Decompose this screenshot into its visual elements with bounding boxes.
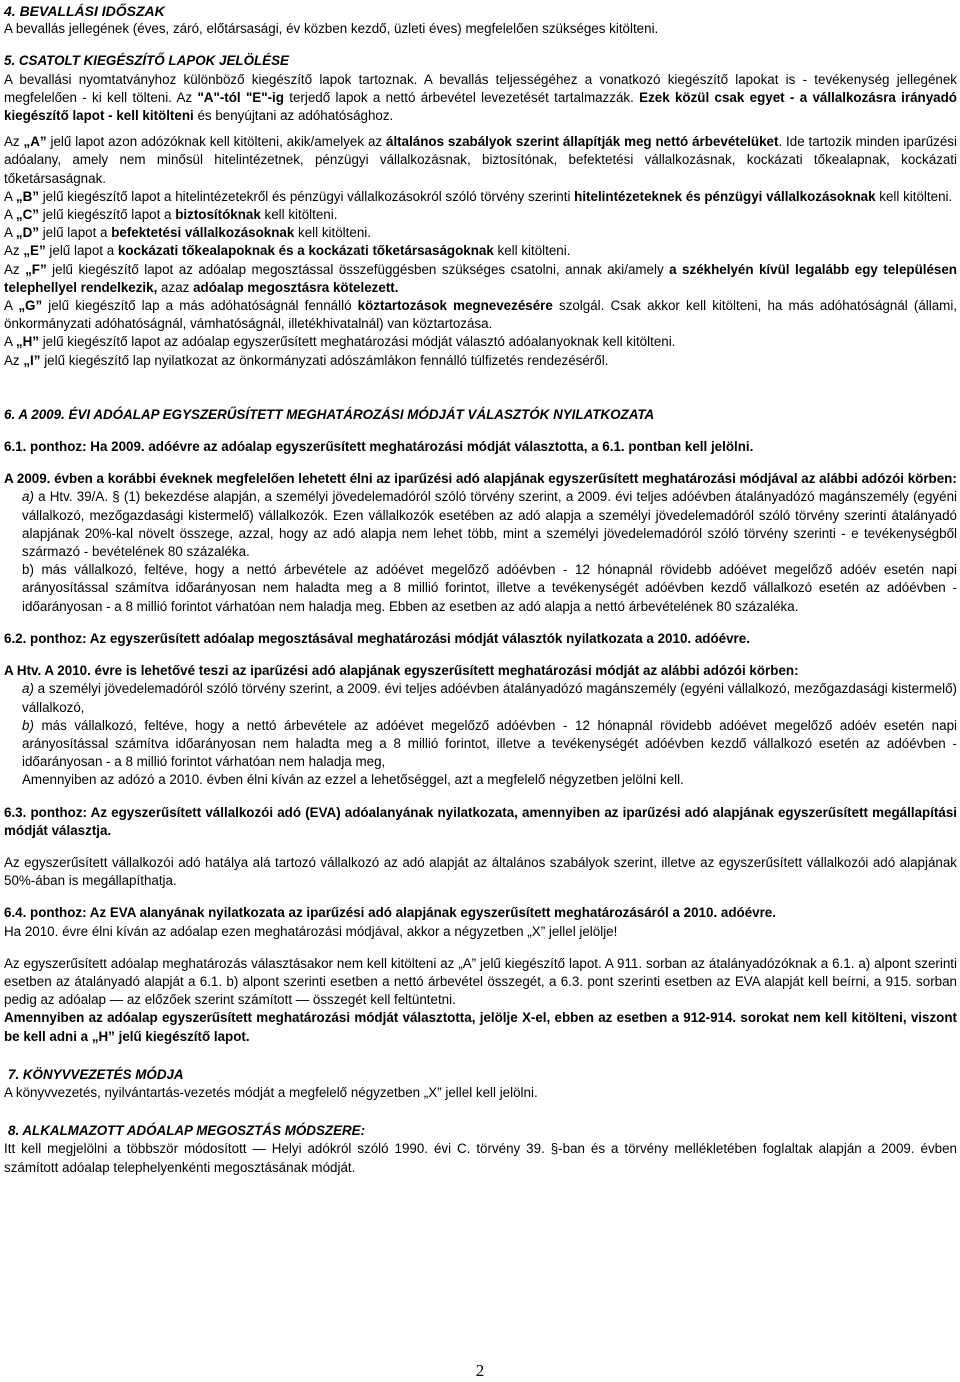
point-6-4: 6.4. ponthoz: Az EVA alanyának nyilatkozata az iparűzési adó alapjának egyszerűsített meghatározásáról a 2010. adóévre. [4,905,776,921]
point-6-1: 6.1. ponthoz: Ha 2009. adóévre az adóalap egyszerűsített meghatározási módját választotta, a 6.1. pontban kell jelölni. [4,439,754,455]
sheet-g-description: A „G” jelű kiegészítő lap a más adóhatóságnál fennálló köztartozások megnevezésére szolgál. Csak akkor kell kitölteni, ha más adóhatóságnál (állami, önkormányzati adóhatóságnál, vámhatóságnál, illetékhivatalnál) van köztartozása. [4,298,958,332]
sheet-a-description: Az „A” jelű lapot azon adózóknak kell kitölteni, akik/amelyek az általános szabályok szerint állapítják meg nettó árbevételüket. Ide tartozik minden iparűzési adóalany, amely nem minősül hitelintézetnek, pénzügyi vállalkozásnak, biztosítónak, befektetési vállalkozásnak, kockázati tőkealapnak, kockázati tőketársaságnak. [4,134,957,186]
item-2009-a: a) a Htv. 39/A. § (1) bekezdése alapján, a személyi jövedelemadóról szóló törvény szerint, a 2009. évi teljes adóévben átalányadózó magánszemély (egyéni vállalkozó, mezőgazdasági kistermelő) vállalkozók. Ezen vállalkozók esetében az adó alapja a személyi jövedelemadóról szóló törvény szerinti átalányadó alapjának 20%-kal növelt összege, azzal, hogy az adó alapja nem lehet több, mint a személyi jövedelemadóról szóló törvény szerinti - e tevékenységből származó - bevételének 80 százaléka. [22,489,957,560]
page-number: 2 [475,1361,485,1380]
item-2010-a: a) a személyi jövedelemadóról szóló törvény szerint, a 2009. évi teljes adóévben átalányadózó magánszemély (egyéni vállalkozó, mezőgazdasági kistermelő) vállalkozó, [22,681,957,715]
item-2009-b: b) más vállalkozó, feltéve, hogy a nettó árbevétele az adóévet megelőző adóévben - 12 hónapnál rövidebb adóévet megelőző adóév esetén napi arányosítással számítva időarányosan nem haladta meg a 8 millió forintot, illetve a tevékenységét adóévben kezdő vállalkozó esetén az adóévben - időarányosan - a 8 millió forintot várhatóan nem haladja meg. Ebben az esetben az adó alapja a nettó árbevételének 80 százaléka. [22,562,957,614]
section-4-body: A bevallás jellegének (éves, záró, előtársasági, év közben kezdő, üzleti éves) megfelelően szükséges kitölteni. [4,21,659,37]
section-8-body: Itt kell megjelölni a többször módosított — Helyi adókról szóló 1990. évi C. törvény 39. §-ban és a törvény mellékletében foglaltak alapján a 2009. évben számított adóalap telephelyenkénti megosztásának módját. [4,1141,957,1175]
simplified-choice-bold: Amennyiben az adóalap egyszerűsített meghatározási módját választotta, jelölje X-el, ebben az esetben a 912-914. sorokat nem kell kitölteni, viszont be kell adni a „H” jelű kiegészítő lapot. [4,1010,957,1044]
sheet-e-description: Az „E” jelű lapot a kockázati tőkealapoknak és a kockázati tőketársaságoknak kell kitölteni. [4,243,571,259]
section-5-intro: A bevallási nyomtatványhoz különböző kiegészítő lapok tartoznak. A bevallás teljességéhez a vonatkozó kiegészítő lapokat is - tevékenység jellegének megfelelően - ki kell tölteni. Az "A"-tól "E"-ig terjedő lapok a nettó árbevétel levezetését tartalmazzák. Ezek közül csak egyet - a vállalkozásra irányadó kiegészítő lapot - kell kitölteni és benyújtani az adóhatósághoz. [4,71,957,124]
sheet-b-description: A „B” jelű kiegészítő lapot a hitelintézetekről és pénzügyi vállalkozásokról szóló törvény szerinti hitelintézeteknek és pénzügyi vállalkozásoknak kell kitölteni. [4,188,953,204]
year-2009-intro: A 2009. évben a korábbi éveknek megfelelően lehetett élni az iparűzési adó alapjának egyszerűsített meghatározási módjával az alábbi adózói körben: [4,471,957,487]
item-2010-b: b) más vállalkozó, feltéve, hogy a nettó árbevétele az adóévet megelőző adóévben - 12 hónapnál rövidebb adóévet megelőző adóév esetén napi arányosítással számítva időarányosan nem haladta meg a 8 millió forintot, illetve a tevékenységét adóévben kezdő vállalkozó esetén az adóévben - időarányosan - a 8 millió forintot várhatóan nem haladja meg, [22,717,957,770]
section-8-heading: 8. ALKALMAZOTT ADÓALAP MEGOSZTÁS MÓDSZERE: [8,1123,366,1139]
sheet-f-description: Az „F” jelű kiegészítő lapot az adóalap megosztással összefüggésben szükséges csatolni, annak aki/amely a székhelyén kívül legalább egy településen telephellyel rendelkezik, azaz adóalap megosztásra kötelezett. [4,261,957,295]
simplified-choice-paragraph: Az egyszerűsített adóalap meghatározás választásakor nem kell kitölteni az „A” jelű kiegészítő lapot. A 911. sorban az átalányadózóknak a 6.1. a) alpont szerinti esetben az átalányadó alapját a 6.1. b) alpont szerinti esetben a nettó árbevétel összegét, a 6.3. pont szerinti esetben az EVA alapját kell beírni, a 915. sorban pedig az adóalap — az előzőek szerint számított — összegét kell feltüntetni. [4,955,957,1008]
eva-paragraph: Az egyszerűsített vállalkozói adó hatálya alá tartozó vállalkozó az adó alapját az általános szabályok szerint, illetve az egyszerűsített vállalkozói adó alapjának 50%-ában is megállapíthatja. [4,854,957,889]
item-2010-note: Amennyiben az adózó a 2010. évben élni kíván az ezzel a lehetőséggel, azt a megfelelő négyzetben jelölni kell. [22,772,684,788]
section-6-heading: 6. A 2009. ÉVI ADÓALAP EGYSZERŰSÍTETT MEGHATÁROZÁSI MÓDJÁT VÁLASZTÓK NYILATKOZATA [4,406,655,422]
document-page [4,2,957,1177]
section-4-heading: 4. BEVALLÁSI IDŐSZAK [4,3,165,19]
section-7-heading: 7. KÖNYVVEZETÉS MÓDJA [8,1066,184,1082]
point-6-3: 6.3. ponthoz: Az egyszerűsített vállalkozói adó (EVA) adóalanyának nyilatkozata, amennyiben az iparűzési adó alapjának egyszerűsített megállapítási módját választja. [4,804,957,838]
sheet-i-description: Az „I” jelű kiegészítő lap nyilatkozat az önkormányzati adószámlákon fennálló túlfizetés rendezéséről. [4,352,609,368]
point-6-4-note: Ha 2010. évre élni kíván az adóalap ezen meghatározási módjával, akkor a négyzetben „X” jellel jelölje! [4,923,618,939]
year-2010-intro: A Htv. A 2010. évre is lehetővé teszi az iparűzési adó alapjának egyszerűsített meghatározási módját az alábbi adózói körben: [4,663,799,679]
sheet-d-description: A „D” jelű lapot a befektetési vállalkozásoknak kell kitölteni. [4,225,371,241]
sheet-h-description: A „H” jelű kiegészítő lapot az adóalap egyszerűsített meghatározási módját választó adóalanyoknak kell kitölteni. [4,334,676,350]
section-7-body: A könyvvezetés, nyilvántartás-vezetés módját a megfelelő négyzetben „X” jellel kell jelölni. [4,1084,538,1100]
point-6-2: 6.2. ponthoz: Az egyszerűsített adóalap megosztásával meghatározási módját választók nyilatkozata a 2010. adóévre. [4,630,750,646]
section-5-heading: 5. CSATOLT KIEGÉSZÍTŐ LAPOK JELÖLÉSE [4,53,289,69]
sheet-c-description: A „C” jelű kiegészítő lapot a biztosítóknak kell kitölteni. [4,207,338,223]
